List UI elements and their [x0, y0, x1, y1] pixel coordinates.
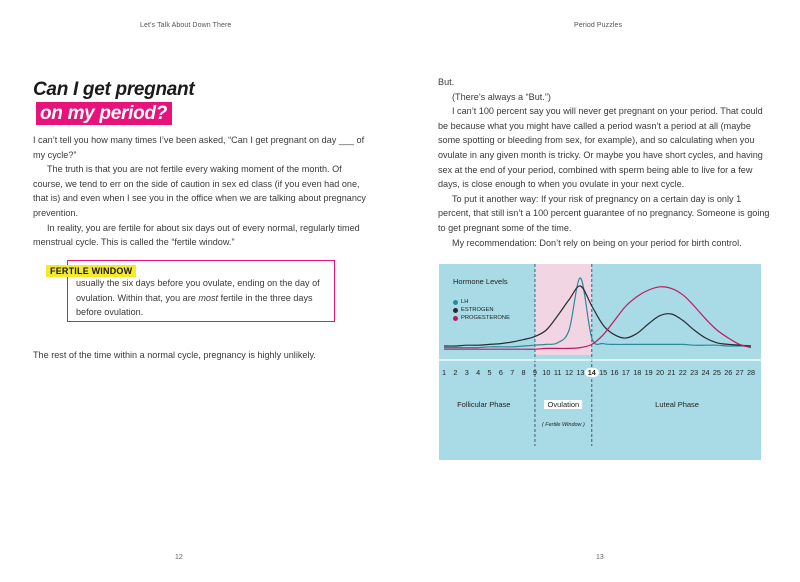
intro-text	[33, 133, 369, 250]
paragraph: I can’t tell you how many times I’ve been asked, “Can I get pregnant on day ___ of my cycle?”	[33, 135, 365, 160]
x-tick-label: 27	[735, 368, 744, 377]
definition-text-end: fertile in the three days before ovulation.	[76, 292, 313, 318]
legend-swatch	[453, 316, 458, 321]
page-number-left: 12	[175, 554, 183, 561]
x-tick-label: 5	[487, 368, 492, 377]
paragraph: I can’t 100 percent say you will never get pregnant on your period. That could be because what you might have called a period wasn’t a period at all (maybe some spotting or bleeding from sex, for example), and so calculating when you ovulate in any given month is tricky. Or maybe you have short cycles, and having sex at the end of your period, combined with sperm being able to live for a few days, is close enough to when you ovulate in your next cycle.	[438, 106, 763, 190]
title-line-1: Can I get pregnant	[33, 79, 195, 100]
x-tick-label: 8	[521, 368, 526, 377]
legend-swatch	[453, 308, 458, 313]
x-axis-labels	[439, 368, 761, 380]
paragraph: The rest of the time within a normal cycle, pregnancy is highly unlikely.	[33, 350, 316, 360]
page-title	[33, 78, 194, 125]
phase-label: Follicular Phase	[457, 400, 511, 409]
fertile-window-band	[535, 264, 592, 355]
x-tick-label: 28	[746, 368, 756, 377]
x-tick-label: 3	[464, 368, 469, 377]
legend-entry	[453, 314, 510, 322]
x-tick-label: 24	[701, 368, 710, 377]
legend-label: ESTROGEN	[461, 307, 494, 313]
x-tick-label: 10	[542, 368, 551, 377]
x-tick-label: 12	[565, 368, 574, 377]
callout-tag: FERTILE WINDOW	[46, 265, 136, 277]
hormone-chart	[439, 264, 761, 460]
x-tick-label: 15	[599, 368, 608, 377]
closing-text	[33, 348, 373, 363]
x-tick-label: 20	[655, 368, 665, 377]
phase-label: Ovulation	[545, 400, 583, 409]
x-tick-label: 2	[453, 368, 458, 377]
phase-label: Luteal Phase	[655, 400, 699, 409]
x-tick-label: 14	[585, 368, 599, 377]
legend-swatch	[453, 300, 458, 305]
paragraph: But.	[438, 77, 455, 87]
paragraph: (There’s always a “But.”)	[452, 91, 551, 102]
x-tick-label: 7	[510, 368, 515, 377]
running-head-right: Period Puzzles	[574, 22, 623, 29]
x-tick-label: 16	[610, 368, 619, 377]
title-line-2-highlight: on my period?	[36, 102, 172, 125]
x-tick-label: 4	[476, 368, 481, 377]
chart-canvas	[439, 264, 761, 460]
legend-entry	[453, 298, 510, 306]
x-tick-label: 18	[633, 368, 642, 377]
x-tick-label: 21	[667, 368, 676, 377]
definition-callout	[50, 260, 335, 322]
body-text	[438, 75, 770, 250]
x-tick-label: 23	[690, 368, 699, 377]
x-tick-label: 6	[498, 368, 503, 377]
x-tick-label: 13	[576, 368, 585, 377]
chart-title: Hormone Levels	[453, 277, 508, 286]
definition-text: usually the six days before you ovulate, ending on the day of ovulation. Within that, you are	[76, 278, 320, 303]
legend-label: LH	[461, 299, 469, 305]
page-number-right: 13	[596, 554, 604, 561]
paragraph: My recommendation: Don’t rely on being on your period for birth control.	[452, 237, 742, 248]
paragraph: In reality, you are fertile for about six days out of every normal, regularly timed menstrual cycle. This is called the “fertile window.”	[33, 222, 360, 248]
callout-definition	[76, 276, 331, 320]
x-tick-label: 19	[644, 368, 653, 377]
chart-legend	[453, 298, 510, 322]
paragraph: The truth is that you are not fertile every waking moment of the month. Of course, we tend to err on the side of caution in sex ed class (if you even had one, that is) and even when I see you in the office when we are talking about pregnancy prevention.	[33, 164, 366, 218]
x-tick-label: 17	[621, 368, 630, 377]
running-head-left: Let’s Talk About Down There	[140, 22, 232, 29]
x-tick-label: 9	[532, 368, 537, 377]
definition-emphasis: most	[198, 292, 219, 303]
x-tick-label: 25	[712, 368, 721, 377]
legend-entry	[453, 306, 510, 314]
x-tick-label: 1	[441, 368, 447, 377]
x-tick-label: 11	[553, 368, 562, 377]
x-tick-label: 22	[678, 368, 687, 377]
legend-label: PROGESTERONE	[461, 315, 510, 321]
fertile-window-label: ( Fertile Window )	[541, 422, 585, 428]
paragraph: To put it another way: If your risk of pregnancy on a certain day is only 1 percent, that still isn’t a 100 percent guarantee of no pregnancy. Someone is going to get pregnant some of the time.	[438, 193, 770, 233]
x-tick-label: 26	[724, 368, 733, 377]
